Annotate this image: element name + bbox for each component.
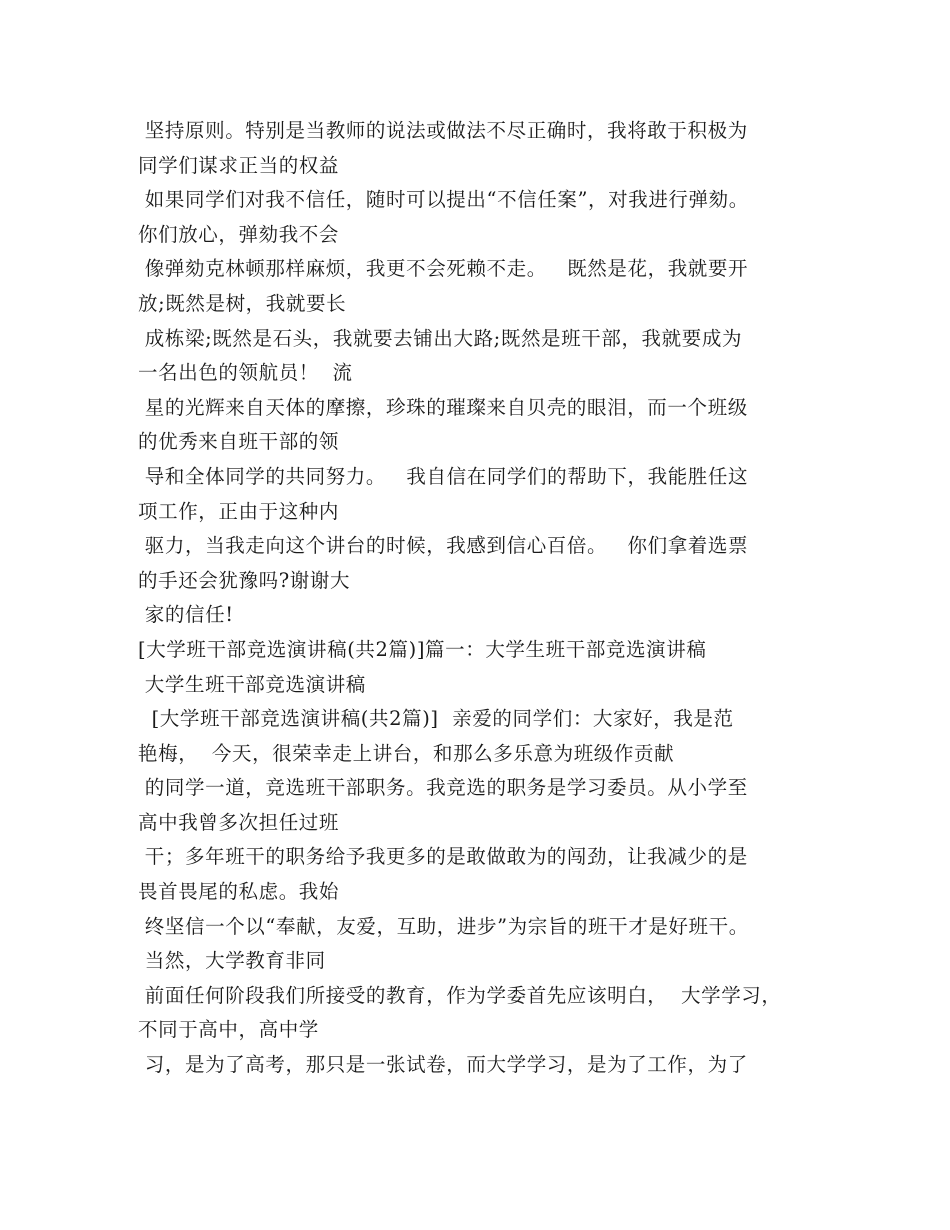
text-line: 畏首畏尾的私虑。我始 bbox=[138, 880, 340, 904]
text-line: 终坚信一个以“奉献，友爱，互助，进步”为宗旨的班干才是好班干。 bbox=[138, 914, 749, 938]
text-line: 艳梅， 今天，很荣幸走上讲台，和那么多乐意为班级作贡献 bbox=[138, 741, 675, 765]
text-line: 驱力，当我走向这个讲台的时候，我感到信心百倍。 你们拿着选票 bbox=[138, 534, 749, 558]
text-line: 星的光辉来自天体的摩擦，珍珠的璀璨来自贝壳的眼泪，而一个班级 bbox=[138, 395, 748, 419]
text-line: 当然，大学教育非同 bbox=[138, 949, 326, 973]
text-line: 的手还会犹豫吗?谢谢大 bbox=[138, 568, 351, 592]
text-line: 导和全体同学的共同努力。 我自信在同学们的帮助下，我能胜任这 bbox=[138, 464, 749, 488]
text-line: 习，是为了高考，那只是一张试卷，而大学学习，是为了工作，为了 bbox=[138, 1053, 748, 1077]
text-line: 项工作，正由于这种内 bbox=[138, 499, 340, 523]
text-line: 不同于高中，高中学 bbox=[138, 1018, 319, 1042]
text-line: 高中我曾多次担任过班 bbox=[138, 810, 340, 834]
text-line: 如果同学们对我不信任，随时可以提出“不信任案”，对我进行弹劾。 bbox=[138, 188, 749, 212]
text-line: 同学们谋求正当的权益 bbox=[138, 153, 340, 177]
text-line: 像弹劾克林顿那样麻烦，我更不会死赖不走。 既然是花，我就要开 bbox=[138, 257, 749, 281]
text-line: [大学班干部竞选演讲稿(共2篇)] 亲爱的同学们：大家好，我是范 bbox=[138, 707, 734, 731]
text-line: 成栋梁;既然是石头，我就要去铺出大路;既然是班干部，我就要成为 bbox=[138, 326, 743, 350]
text-line: 家的信任! bbox=[138, 603, 234, 627]
text-line: 的优秀来自班干部的领 bbox=[138, 430, 340, 454]
section-subtitle-line: 大学生班干部竞选演讲稿 bbox=[138, 672, 366, 696]
text-line: 你们放心，弹劾我不会 bbox=[138, 222, 340, 246]
text-line: 一名出色的领航员！ 流 bbox=[138, 361, 353, 385]
section-heading-line: [大学班干部竞选演讲稿(共2篇)]篇一：大学生班干部竞选演讲稿 bbox=[138, 637, 707, 661]
speech-text-body bbox=[138, 114, 838, 1083]
text-line: 的同学一道，竞选班干部职务。我竞选的职务是学习委员。从小学至 bbox=[138, 776, 748, 800]
text-line: 坚持原则。特别是当教师的说法或做法不尽正确时，我将敢于积极为 bbox=[138, 119, 748, 142]
text-line: 干；多年班干的职务给予我更多的是敢做敢为的闯劲，让我减少的是 bbox=[138, 845, 748, 869]
text-line: 放;既然是树，我就要长 bbox=[138, 291, 347, 315]
text-line: 前面任何阶段我们所接受的教育，作为学委首先应该明白， 大学学习， bbox=[138, 983, 782, 1007]
